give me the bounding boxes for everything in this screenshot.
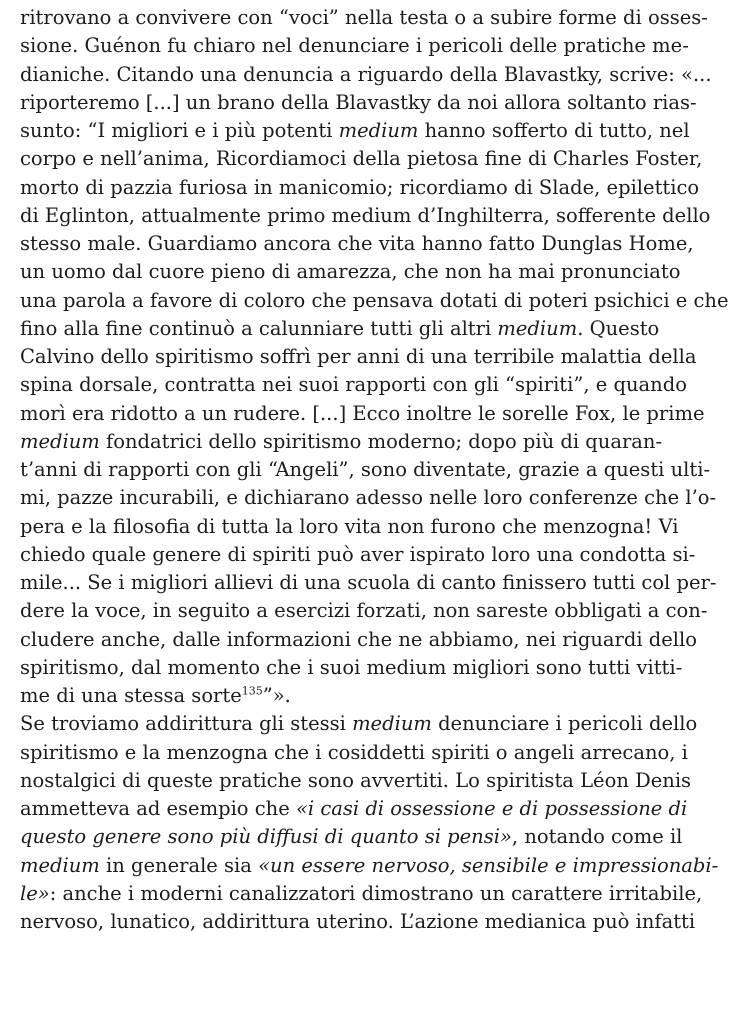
italic-text-segment: medium bbox=[352, 712, 432, 736]
italic-text-segment: medium bbox=[20, 429, 100, 453]
italic-text-segment: medium bbox=[20, 853, 100, 877]
text-segment: di Eglinton, attualmente primo medium d’Inghilterra, sofferente dello bbox=[20, 203, 711, 227]
text-line bbox=[20, 400, 705, 428]
italic-text-segment: le» bbox=[20, 881, 50, 905]
text-segment: fino alla fine continuò a calunniare tutti gli altri bbox=[20, 316, 498, 340]
text-line bbox=[20, 174, 700, 202]
text-segment: mi, pazze incurabili, e dichiarano adesso nelle loro conferenze che l’o- bbox=[20, 486, 717, 510]
text-line bbox=[20, 117, 690, 145]
text-line bbox=[20, 597, 708, 625]
text-segment: un uomo dal cuore pieno di amarezza, che non ha mai pronunciato bbox=[20, 260, 681, 284]
text-segment: una parola a favore di coloro che pensava dotati di poteri psichici e che bbox=[20, 288, 729, 312]
italic-text-segment: «un essere nervoso, sensibile e impressionabi- bbox=[258, 853, 719, 877]
italic-text-segment: medium bbox=[497, 316, 578, 340]
text-line bbox=[20, 343, 697, 371]
text-segment: nervoso, lunatico, addirittura uterino. L’azione medianica può infatti bbox=[20, 910, 696, 933]
text-segment: dere la voce, in seguito a esercizi forzati, non sareste obbligati a con- bbox=[20, 599, 708, 623]
text-segment: , notando come il bbox=[511, 825, 683, 849]
text-segment: : anche i moderni canalizzatori dimostrano un carattere irritabile, bbox=[49, 881, 703, 905]
text-line bbox=[20, 230, 694, 258]
italic-text-segment: medium bbox=[338, 119, 419, 142]
text-segment: chiedo quale genere di spiriti può aver ispirato loro una condotta si- bbox=[20, 542, 696, 566]
text-segment: pera e la filosofia di tutta la loro vita non furono che menzogna! Vi bbox=[20, 514, 679, 538]
text-line bbox=[20, 513, 679, 541]
text-segment: ”». bbox=[262, 684, 291, 707]
text-segment: cludere anche, dalle informazioni che ne abbiamo, nei riguardi dello bbox=[20, 627, 697, 651]
text-line bbox=[20, 682, 636, 710]
text-segment: spina dorsale, contratta nei suoi rapporti con gli “spiriti”, e quando bbox=[20, 373, 687, 397]
text-line bbox=[20, 89, 697, 117]
text-line bbox=[20, 795, 688, 823]
text-line bbox=[20, 456, 711, 484]
text-segment: morì era ridotto a un rudere. [...] Ecco inoltre le sorelle Fox, le prime bbox=[20, 401, 705, 425]
text-segment: spiritismo, dal momento che i suoi medium migliori sono tutti vitti- bbox=[20, 655, 683, 679]
text-line bbox=[20, 484, 717, 512]
text-segment: me di una stessa sorte bbox=[20, 684, 242, 707]
footnote-reference: 135 bbox=[241, 684, 263, 698]
text-segment: sione. Guénon fu chiaro nel denunciare i pericoli delle pratiche me- bbox=[20, 34, 689, 58]
text-segment: riporteremo [...] un brano della Blavastky da noi allora soltanto rias- bbox=[20, 90, 697, 114]
text-line bbox=[20, 61, 712, 89]
text-line bbox=[20, 145, 703, 173]
text-segment: ammetteva ad esempio che bbox=[20, 797, 296, 820]
italic-text-segment: «i casi di ossessione e di possessione di bbox=[295, 797, 688, 820]
text-line bbox=[20, 32, 689, 60]
text-segment: mile... Se i migliori allievi di una scuola di canto finissero tutti col per- bbox=[20, 571, 717, 594]
text-line bbox=[20, 710, 698, 738]
text-segment: fondatrici dello spiritismo moderno; dopo più di quaran- bbox=[99, 429, 663, 453]
text-line bbox=[20, 428, 663, 456]
text-segment: nostalgici di queste pratiche sono avvertiti. Lo spiritista Léon Denis bbox=[20, 768, 692, 792]
text-segment: morto di pazzia furiosa in manicomio; ricordiamo di Slade, epilettico bbox=[20, 175, 700, 199]
text-line bbox=[20, 541, 696, 569]
text-segment: hanno sofferto di tutto, nel bbox=[418, 119, 690, 142]
text-line bbox=[20, 767, 692, 795]
text-segment: ritrovano a convivere con “voci” nella testa o a subire forme di osses- bbox=[20, 6, 708, 29]
text-segment: corpo e nell’anima, Ricordiamoci della pietosa fine di Charles Foster, bbox=[20, 147, 703, 171]
text-line bbox=[20, 880, 703, 908]
text-line bbox=[20, 908, 696, 936]
text-line bbox=[20, 739, 688, 767]
text-line bbox=[20, 823, 683, 851]
text-line bbox=[20, 626, 697, 654]
text-line bbox=[20, 852, 719, 880]
text-segment: denunciare i pericoli dello bbox=[431, 712, 698, 736]
text-line bbox=[20, 371, 687, 399]
text-segment: stesso male. Guardiamo ancora che vita hanno fatto Dunglas Home, bbox=[20, 232, 694, 255]
text-segment: t’anni di rapporti con gli “Angeli”, sono diventate, grazie a questi ulti- bbox=[20, 458, 711, 481]
text-line bbox=[20, 654, 683, 682]
text-line bbox=[20, 258, 681, 286]
text-segment: in generale sia bbox=[99, 853, 259, 877]
text-segment: . Questo bbox=[577, 316, 660, 340]
text-segment: spiritismo e la menzogna che i cosiddetti spiriti o angeli arrecano, i bbox=[20, 740, 688, 764]
text-line bbox=[20, 4, 708, 32]
text-segment: Se troviamo addirittura gli stessi bbox=[20, 712, 353, 736]
text-segment: Calvino dello spiritismo soffrì per anni di una terribile malattia della bbox=[20, 345, 697, 368]
italic-text-segment: questo genere sono più diffusi di quanto si pensi» bbox=[20, 825, 512, 849]
text-line bbox=[20, 315, 660, 343]
text-line bbox=[20, 202, 711, 230]
text-segment: sunto: “I migliori e i più potenti bbox=[20, 119, 339, 142]
text-line bbox=[20, 287, 729, 315]
text-segment: dianiche. Citando una denuncia a riguardo della Blavastky, scrive: «... bbox=[20, 62, 712, 86]
text-line bbox=[20, 569, 717, 597]
